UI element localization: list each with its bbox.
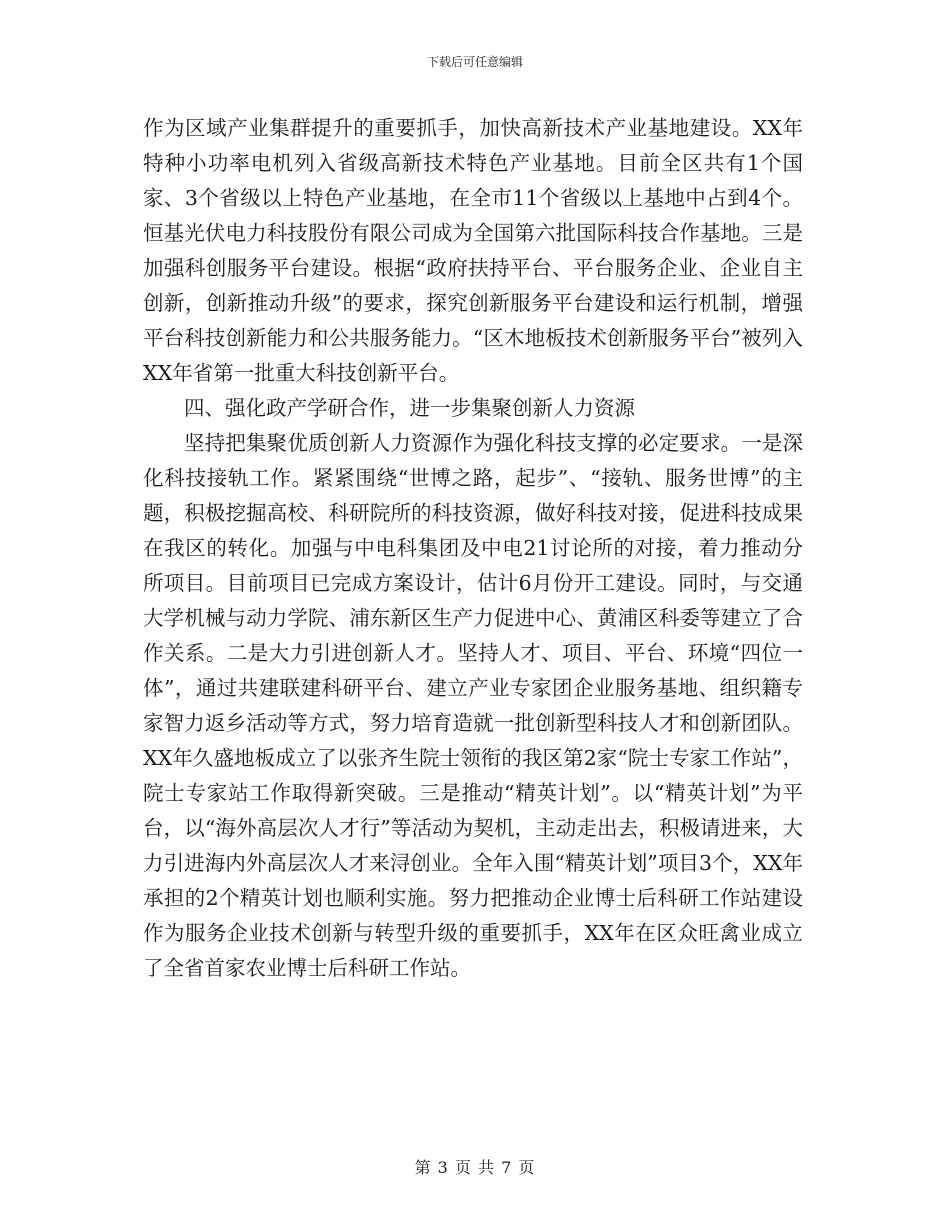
paragraph-body: 坚持把集聚优质创新人力资源作为强化科技支撑的必定要求。一是深化科技接轨工作。紧紧围绕“世博之路，起步”、“接轨、服务世博”的主题，积极挖掘高校、科研院所的科技资源，做好科技对接，促进科技成果在我区的转化。加强与中电科集团及中电21讨论所的对接，着力推动分所项目。目前项目已完成方案设计，估计6月份开工建设。同时，与交通大学机械与动力学院、浦东新区生产力促进中心、黄浦区科委等建立了合作关系。二是大力引进创新人才。坚持人才、项目、平台、环境“四位一体”，通过共建联建科研平台、建立产业专家团企业服务基地、组织籍专家智力返乡活动等方式，努力培育造就一批创新型科技人才和创新团队。XX年久盛地板成立了以张齐生院士领衔的我区第2家“院士专家工作站”，院士专家站工作取得新突破。三是推动“精英计划”。以“精英计划”为平台，以“海外高层次人才行”等活动为契机，主动走出去，积极请进来，大力引进海内外高层次人才来浔创业。全年入围“精英计划”项目3个，XX年承担的2个精英计划也顺利实施。努力把推动企业博士后科研工作站建设作为服务企业技术创新与转型升级的重要抓手，XX年在区众旺禽业成立了全省首家农业博士后科研工作站。 bbox=[143, 431, 803, 980]
page-header: 下载后可任意编辑 bbox=[426, 55, 523, 69]
section-heading: 四、强化政产学研合作，进一步集聚创新人力资源 bbox=[184, 396, 635, 420]
page-footer: 第 3 页 共 7 页 bbox=[414, 1158, 536, 1177]
paragraph-continuation: 作为区域产业集群提升的重要抓手，加快高新技术产业基地建设。XX年特种小功率电机列入省级高新技术特色产业基地。目前全区共有1个国家、3个省级以上特色产业基地，在全市11个省级以上基地中占到4个。恒基光伏电力科技股份有限公司成为全国第六批国际科技合作基地。三是加强科创服务平台建设。根据“政府扶持平台、平台服务企业、企业自主创新，创新推动升级”的要求，探究创新服务平台建设和运行机制，增强平台科技创新能力和公共服务能力。“区木地板技术创新服务平台”被列入XX年省第一批重大科技创新平台。 bbox=[143, 116, 803, 385]
document-body bbox=[143, 111, 803, 986]
